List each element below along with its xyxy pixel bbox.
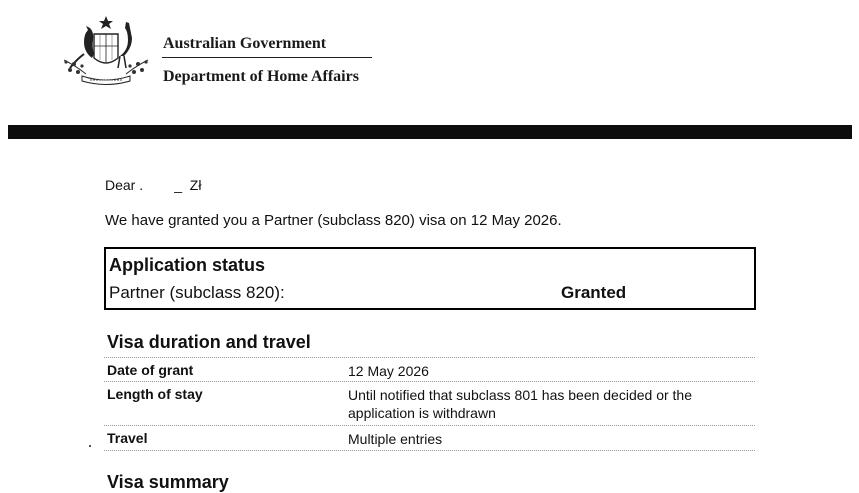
row-divider [104, 425, 755, 426]
scan-speck [89, 445, 91, 447]
visa-type-label: Partner (subclass 820): [109, 283, 285, 302]
visa-duration-heading: Visa duration and travel [107, 332, 311, 352]
row-value-length-of-stay: Until notified that subclass 801 has been decided or the application is withdrawn [348, 387, 693, 421]
row-divider [104, 381, 755, 382]
application-status-heading: Application status [109, 255, 266, 275]
coat-of-arms-emblem [56, 14, 156, 88]
row-divider [104, 450, 755, 451]
letterhead-bar [8, 125, 852, 139]
application-status-box [104, 247, 756, 310]
header-divider [162, 57, 372, 58]
visa-summary-heading: Visa summary [107, 472, 229, 492]
row-label-date-of-grant: Date of grant [107, 362, 194, 378]
row-value-date-of-grant: 12 May 2026 [348, 363, 429, 379]
row-label-travel: Travel [107, 430, 148, 446]
row-value-travel: Multiple entries [348, 431, 443, 447]
row-divider [104, 357, 755, 358]
department-name: Department of Home Affairs [163, 68, 359, 85]
salutation: Dear . _ Zł [105, 177, 202, 193]
status-value: Granted [561, 283, 627, 302]
row-label-length-of-stay: Length of stay [107, 386, 203, 402]
grant-sentence: We have granted you a Partner (subclass 820) visa on 12 May 2026. [105, 212, 562, 229]
government-name: Australian Government [163, 35, 327, 52]
